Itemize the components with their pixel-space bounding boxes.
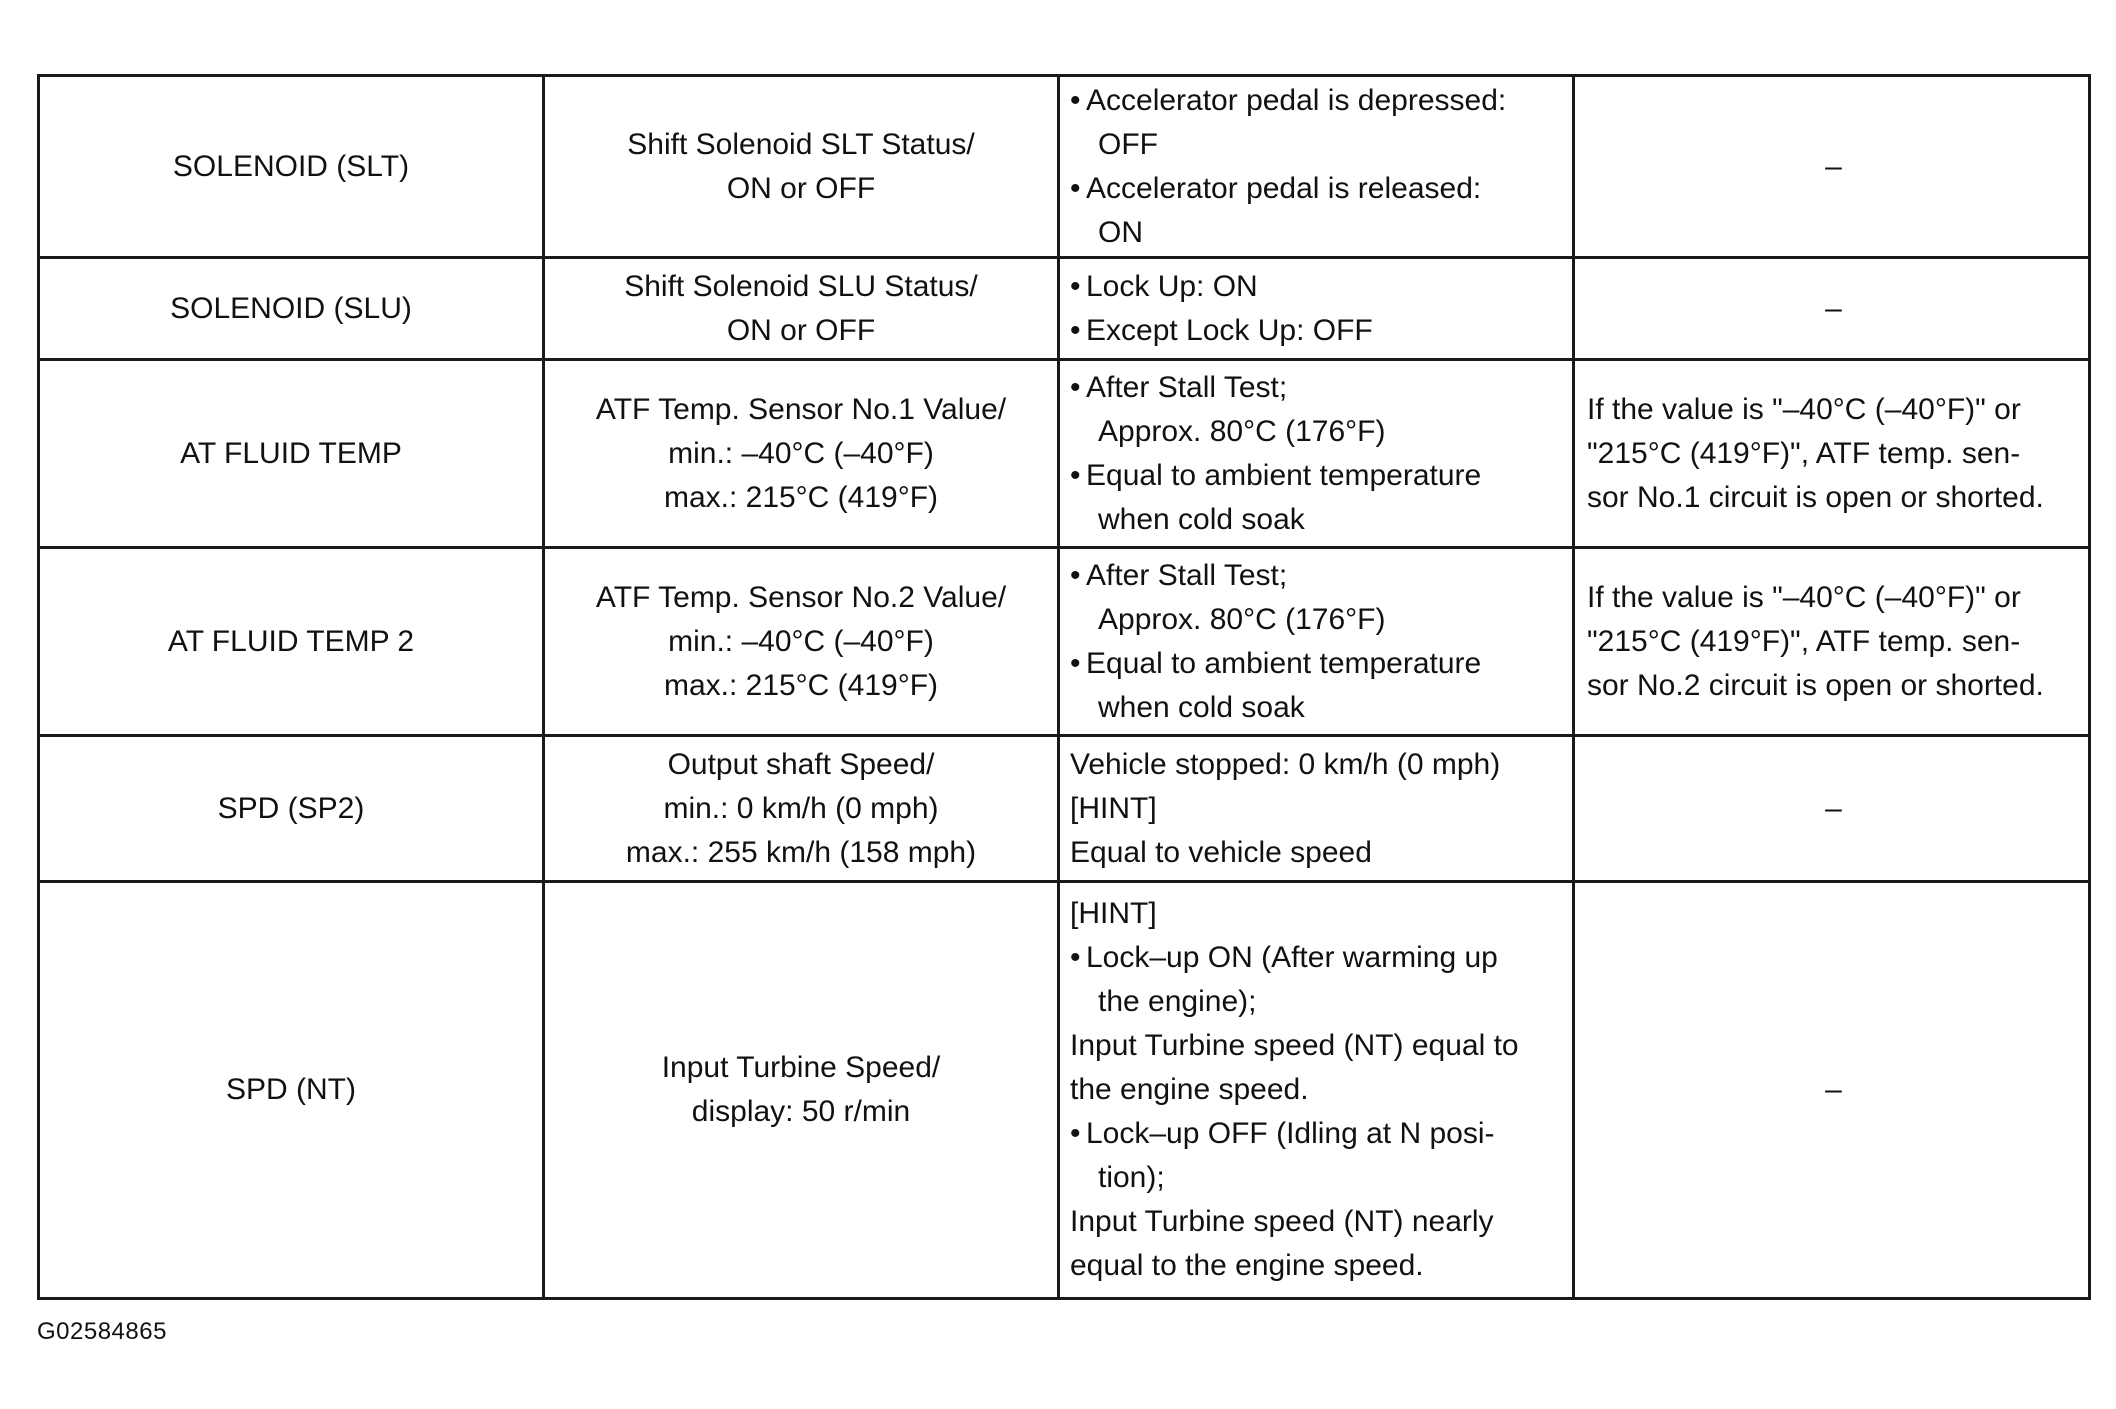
diagnostic-cell <box>1574 360 2090 548</box>
diagnostic-cell <box>1574 882 2090 1299</box>
measurement-line: min.: –40°C (–40°F) <box>668 436 934 470</box>
diagnostic-dash: – <box>1825 1073 1842 1106</box>
measurement-line: max.: 215°C (419°F) <box>663 668 939 702</box>
condition-text: Vehicle stopped: 0 km/h (0 mph) <box>1070 747 1501 781</box>
condition-text: Approx. 80°C (176°F) <box>1098 602 1386 636</box>
measurement-line: Input Turbine Speed/ <box>661 1051 941 1084</box>
condition-bullet-line <box>1070 554 1566 598</box>
table-row <box>39 882 2090 1299</box>
measurement-cell <box>544 258 1059 360</box>
item-label: SOLENOID (SLT) <box>172 149 410 183</box>
condition-text: Equal to vehicle speed <box>1070 835 1372 869</box>
condition-text: Input Turbine speed (NT) equal to <box>1070 1029 1519 1062</box>
item-cell <box>39 882 544 1299</box>
measurement-line: max.: 215°C (419°F) <box>663 480 939 514</box>
condition-bullet-line <box>1070 309 1566 353</box>
bullet-icon: • <box>1070 83 1081 117</box>
measurement-line: ATF Temp. Sensor No.2 Value/ <box>595 580 1007 614</box>
diagnostic-line: If the value is "–40°C (–40°F)" or <box>1587 392 2021 426</box>
condition-text: when cold soak <box>1098 690 1305 724</box>
condition-text: OFF <box>1098 127 1158 161</box>
condition-bullet-line <box>1070 79 1566 123</box>
condition-bullet-line <box>1070 366 1566 410</box>
measurement-cell <box>544 548 1059 736</box>
bullet-icon: • <box>1070 1117 1081 1150</box>
condition-bullet-line <box>1070 265 1566 309</box>
measurement-line: ON or OFF <box>726 171 876 205</box>
table-row <box>39 360 2090 548</box>
condition-text: After Stall Test; <box>1086 370 1288 404</box>
condition-cell <box>1059 548 1574 736</box>
bullet-icon: • <box>1070 941 1081 974</box>
condition-text: Approx. 80°C (176°F) <box>1098 414 1386 448</box>
condition-bullet-line <box>1070 936 1566 980</box>
diagnostic-line: If the value is "–40°C (–40°F)" or <box>1587 580 2021 614</box>
condition-cell <box>1059 882 1574 1299</box>
condition-text: tion); <box>1098 1161 1165 1194</box>
bullet-icon: • <box>1070 313 1081 347</box>
table-row <box>39 258 2090 360</box>
condition-bullet-line <box>1070 642 1566 686</box>
diagnostic-cell <box>1574 548 2090 736</box>
measurement-cell <box>544 76 1059 258</box>
condition-text: Lock–up ON (After warming up <box>1086 941 1498 974</box>
condition-cell <box>1059 360 1574 548</box>
bullet-icon: • <box>1070 646 1081 680</box>
diagnostic-line: "215°C (419°F)", ATF temp. sen- <box>1587 436 2021 470</box>
condition-cell <box>1059 76 1574 258</box>
diagnostic-dash: – <box>1825 149 1842 183</box>
measurement-line: Shift Solenoid SLU Status/ <box>624 269 978 303</box>
measurement-line: display: 50 r/min <box>691 1095 911 1128</box>
measurement-line: ON or OFF <box>726 313 876 347</box>
bullet-icon: • <box>1070 269 1081 303</box>
condition-text: when cold soak <box>1098 502 1305 536</box>
condition-text: the engine speed. <box>1070 1073 1309 1106</box>
condition-bullet-line <box>1070 167 1566 211</box>
table-body <box>39 76 2090 1299</box>
item-cell <box>39 548 544 736</box>
diagnostic-line: sor No.2 circuit is open or shorted. <box>1587 668 2044 702</box>
condition-bullet-line <box>1070 454 1566 498</box>
item-label: SOLENOID (SLU) <box>170 291 412 325</box>
condition-bullet-line <box>1070 1112 1566 1156</box>
diagnostic-line: "215°C (419°F)", ATF temp. sen- <box>1587 624 2021 658</box>
condition-text: After Stall Test; <box>1086 558 1288 592</box>
table-row <box>39 736 2090 882</box>
condition-cell <box>1059 258 1574 360</box>
condition-text: Accelerator pedal is depressed: <box>1086 83 1507 117</box>
measurement-cell <box>544 882 1059 1299</box>
condition-cell <box>1059 736 1574 882</box>
condition-text: Equal to ambient temperature <box>1086 646 1482 680</box>
condition-text: ON <box>1098 215 1143 249</box>
data-list-table <box>37 74 2091 1300</box>
diagnostic-dash: – <box>1825 291 1842 325</box>
item-cell <box>39 736 544 882</box>
condition-text: Accelerator pedal is released: <box>1086 171 1482 205</box>
measurement-line: ATF Temp. Sensor No.1 Value/ <box>595 392 1007 426</box>
item-cell <box>39 258 544 360</box>
bullet-icon: • <box>1070 370 1081 404</box>
measurement-line: min.: –40°C (–40°F) <box>668 624 934 658</box>
condition-text: Equal to ambient temperature <box>1086 458 1482 492</box>
condition-text: Except Lock Up: OFF <box>1086 313 1373 347</box>
diagnostic-cell <box>1574 76 2090 258</box>
table-row <box>39 548 2090 736</box>
item-label: SPD (SP2) <box>217 791 365 825</box>
measurement-line: Shift Solenoid SLT Status/ <box>627 127 975 161</box>
condition-text: [HINT] <box>1070 897 1157 930</box>
condition-text: Input Turbine speed (NT) nearly <box>1070 1205 1494 1238</box>
table-row <box>39 76 2090 258</box>
item-label: SPD (NT) <box>226 1073 356 1106</box>
condition-text: Lock Up: ON <box>1086 269 1258 303</box>
diagnostic-cell <box>1574 258 2090 360</box>
diagnostic-dash: – <box>1825 791 1842 825</box>
item-cell <box>39 76 544 258</box>
condition-text: Lock–up OFF (Idling at N posi- <box>1086 1117 1495 1150</box>
diagnostic-cell <box>1574 736 2090 882</box>
measurement-line: min.: 0 km/h (0 mph) <box>663 791 939 825</box>
figure-id: G02584865 <box>37 1318 167 1345</box>
item-cell <box>39 360 544 548</box>
measurement-cell <box>544 360 1059 548</box>
condition-text: the engine); <box>1098 985 1257 1018</box>
bullet-icon: • <box>1070 171 1081 205</box>
condition-text: [HINT] <box>1070 791 1157 825</box>
item-label: AT FLUID TEMP 2 <box>167 624 415 658</box>
measurement-line: max.: 255 km/h (158 mph) <box>625 835 977 869</box>
measurement-cell <box>544 736 1059 882</box>
diagnostic-line: sor No.1 circuit is open or shorted. <box>1587 480 2044 514</box>
item-label: AT FLUID TEMP <box>180 436 402 470</box>
bullet-icon: • <box>1070 458 1081 492</box>
condition-text: equal to the engine speed. <box>1070 1249 1424 1282</box>
measurement-line: Output shaft Speed/ <box>667 747 935 781</box>
bullet-icon: • <box>1070 558 1081 592</box>
